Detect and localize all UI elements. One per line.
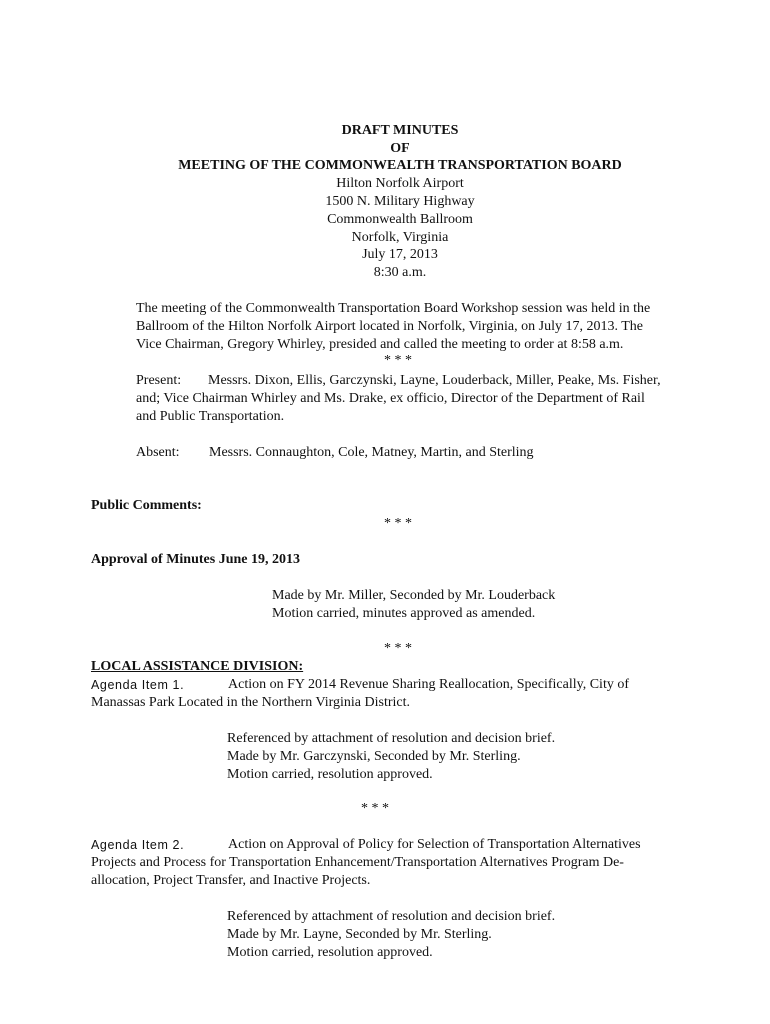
agenda-item-2-label: Agenda Item 2. bbox=[91, 838, 185, 852]
agenda-item-1-detail-2: Made by Mr. Garczynski, Seconded by Mr. Sterling. bbox=[227, 749, 521, 764]
separator: * * * bbox=[384, 641, 412, 656]
agenda-item-2-detail-1: Referenced by attachment of resolution and decision brief. bbox=[227, 909, 556, 924]
agenda-item-2-line-1: Action on Approval of Policy for Selection of Transportation Alternatives bbox=[228, 837, 641, 852]
meeting-date: July 17, 2013 bbox=[362, 247, 438, 262]
present-line-3: and Public Transportation. bbox=[136, 409, 285, 424]
agenda-item-1-line-2: Manassas Park Located in the Northern Virginia District. bbox=[91, 695, 411, 710]
intro-line-3: Vice Chairman, Gregory Whirley, presided and called the meeting to order at 8:58 a.m. bbox=[136, 337, 624, 352]
agenda-item-1-detail-3: Motion carried, resolution approved. bbox=[227, 767, 433, 782]
intro-line-1: The meeting of the Commonwealth Transportation Board Workshop session was held in the bbox=[136, 301, 651, 316]
present-line-1: Messrs. Dixon, Ellis, Garczynski, Layne, Louderback, Miller, Peake, Ms. Fisher, bbox=[208, 373, 661, 388]
separator: * * * bbox=[361, 801, 389, 816]
approval-line-1: Made by Mr. Miller, Seconded by Mr. Louderback bbox=[272, 588, 556, 603]
absent-label: Absent: bbox=[136, 445, 180, 460]
venue: Hilton Norfolk Airport bbox=[336, 176, 464, 191]
agenda-item-2-detail-2: Made by Mr. Layne, Seconded by Mr. Sterling. bbox=[227, 927, 492, 942]
absent-text: Messrs. Connaughton, Cole, Matney, Martin, and Sterling bbox=[209, 445, 534, 460]
street-address: 1500 N. Military Highway bbox=[325, 194, 475, 209]
title-line-3: MEETING OF THE COMMONWEALTH TRANSPORTATION BOARD bbox=[178, 158, 622, 173]
separator: * * * bbox=[384, 516, 412, 531]
title-line-2: OF bbox=[390, 141, 410, 156]
present-line-2: and; Vice Chairman Whirley and Ms. Drake, ex officio, Director of the Department of Rail bbox=[136, 391, 645, 406]
separator: * * * bbox=[384, 353, 412, 368]
agenda-item-1-line-1: Action on FY 2014 Revenue Sharing Reallocation, Specifically, City of bbox=[228, 677, 629, 692]
title-line-1: DRAFT MINUTES bbox=[341, 123, 459, 138]
approval-heading: Approval of Minutes June 19, 2013 bbox=[91, 552, 300, 567]
room: Commonwealth Ballroom bbox=[327, 212, 473, 227]
agenda-item-2-line-2: Projects and Process for Transportation Enhancement/Transportation Alternatives Program De- bbox=[91, 855, 624, 870]
approval-line-2: Motion carried, minutes approved as amended. bbox=[272, 606, 536, 621]
present-label: Present: bbox=[136, 373, 182, 388]
intro-line-2: Ballroom of the Hilton Norfolk Airport located in Norfolk, Virginia, on July 17, 2013. The bbox=[136, 319, 643, 334]
public-comments-heading: Public Comments: bbox=[91, 498, 202, 513]
agenda-item-1-label: Agenda Item 1. bbox=[91, 678, 185, 692]
city: Norfolk, Virginia bbox=[351, 230, 449, 245]
agenda-item-2-detail-3: Motion carried, resolution approved. bbox=[227, 945, 433, 960]
local-assistance-heading: LOCAL ASSISTANCE DIVISION: bbox=[91, 659, 304, 674]
meeting-time: 8:30 a.m. bbox=[373, 265, 427, 280]
agenda-item-2-line-3: allocation, Project Transfer, and Inactive Projects. bbox=[91, 873, 371, 888]
agenda-item-1-detail-1: Referenced by attachment of resolution and decision brief. bbox=[227, 731, 556, 746]
